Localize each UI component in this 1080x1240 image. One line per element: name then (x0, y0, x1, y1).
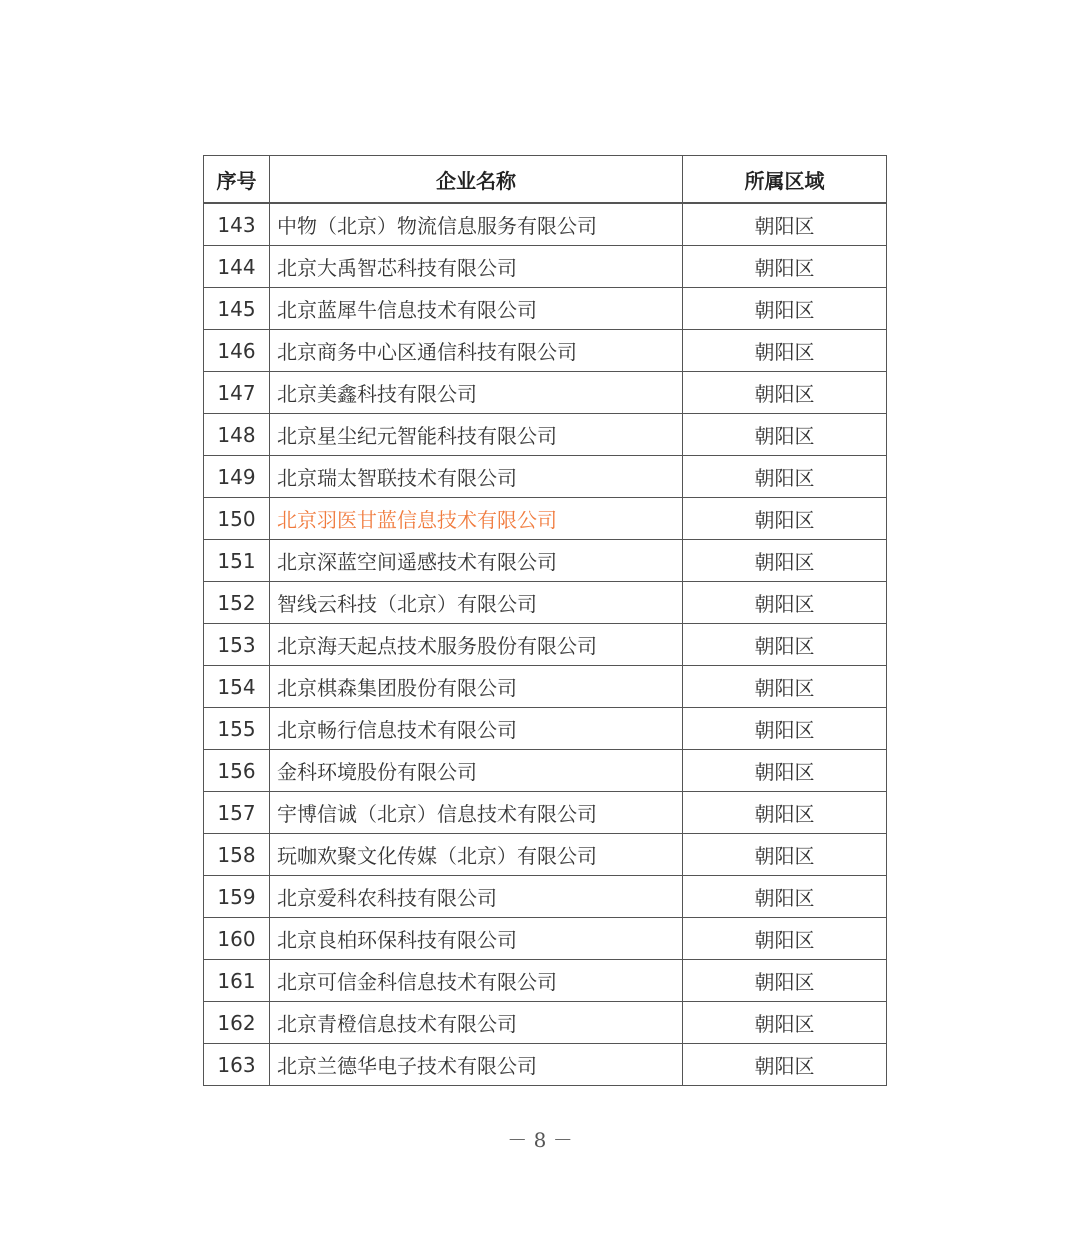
row-company-name: 北京可信金科信息技术有限公司 (270, 960, 683, 1002)
row-area: 朝阳区 (683, 708, 887, 750)
table-row (204, 414, 887, 456)
row-number: 153 (204, 624, 270, 666)
row-company-name: 玩咖欢聚文化传媒（北京）有限公司 (270, 834, 683, 876)
table-row (204, 330, 887, 372)
table-row (204, 666, 887, 708)
row-area: 朝阳区 (683, 582, 887, 624)
company-table (203, 155, 887, 1086)
row-area: 朝阳区 (683, 414, 887, 456)
row-number: 157 (204, 792, 270, 834)
table-row (204, 288, 887, 330)
table-row (204, 792, 887, 834)
row-company-name: 北京大禹智芯科技有限公司 (270, 246, 683, 288)
row-area: 朝阳区 (683, 750, 887, 792)
row-company-name: 北京青橙信息技术有限公司 (270, 1002, 683, 1044)
row-number: 152 (204, 582, 270, 624)
table-row (204, 203, 887, 246)
row-company-name: 北京海天起点技术服务股份有限公司 (270, 624, 683, 666)
header-number: 序号 (204, 156, 270, 204)
row-area: 朝阳区 (683, 960, 887, 1002)
table-row (204, 498, 887, 540)
table-row (204, 582, 887, 624)
row-company-name: 北京瑞太智联技术有限公司 (270, 456, 683, 498)
row-number: 155 (204, 708, 270, 750)
table-row (204, 876, 887, 918)
table-row (204, 1002, 887, 1044)
table-row (204, 834, 887, 876)
row-company-name: 北京羽医甘蓝信息技术有限公司 (270, 498, 683, 540)
row-area: 朝阳区 (683, 372, 887, 414)
row-area: 朝阳区 (683, 624, 887, 666)
table-row (204, 960, 887, 1002)
row-number: 162 (204, 1002, 270, 1044)
row-company-name: 北京兰德华电子技术有限公司 (270, 1044, 683, 1086)
row-company-name: 北京美鑫科技有限公司 (270, 372, 683, 414)
row-number: 145 (204, 288, 270, 330)
row-number: 149 (204, 456, 270, 498)
row-number: 147 (204, 372, 270, 414)
table-row (204, 918, 887, 960)
row-area: 朝阳区 (683, 876, 887, 918)
table-row (204, 1044, 887, 1086)
row-number: 146 (204, 330, 270, 372)
row-area: 朝阳区 (683, 288, 887, 330)
row-area: 朝阳区 (683, 540, 887, 582)
table-row (204, 246, 887, 288)
row-company-name: 北京棋森集团股份有限公司 (270, 666, 683, 708)
table-row (204, 624, 887, 666)
row-area: 朝阳区 (683, 666, 887, 708)
row-company-name: 智线云科技（北京）有限公司 (270, 582, 683, 624)
row-area: 朝阳区 (683, 1002, 887, 1044)
row-area: 朝阳区 (683, 246, 887, 288)
row-company-name: 宇博信诚（北京）信息技术有限公司 (270, 792, 683, 834)
table-row (204, 708, 887, 750)
row-company-name: 金科环境股份有限公司 (270, 750, 683, 792)
header-company-name: 企业名称 (270, 156, 683, 204)
row-area: 朝阳区 (683, 834, 887, 876)
row-company-name: 北京蓝犀牛信息技术有限公司 (270, 288, 683, 330)
row-number: 160 (204, 918, 270, 960)
table-body (204, 203, 887, 1086)
page-number: － 8 － (507, 1128, 573, 1152)
row-number: 159 (204, 876, 270, 918)
row-number: 154 (204, 666, 270, 708)
row-company-name: 北京深蓝空间遥感技术有限公司 (270, 540, 683, 582)
row-number: 161 (204, 960, 270, 1002)
row-company-name: 中物（北京）物流信息服务有限公司 (270, 203, 683, 246)
table-header-row (204, 156, 887, 204)
row-number: 148 (204, 414, 270, 456)
table-row (204, 456, 887, 498)
row-area: 朝阳区 (683, 918, 887, 960)
row-number: 143 (204, 203, 270, 246)
row-company-name: 北京爱科农科技有限公司 (270, 876, 683, 918)
table-row (204, 540, 887, 582)
row-area: 朝阳区 (683, 330, 887, 372)
row-company-name: 北京星尘纪元智能科技有限公司 (270, 414, 683, 456)
row-area: 朝阳区 (683, 498, 887, 540)
row-area: 朝阳区 (683, 1044, 887, 1086)
row-company-name: 北京畅行信息技术有限公司 (270, 708, 683, 750)
row-company-name: 北京商务中心区通信科技有限公司 (270, 330, 683, 372)
table-row (204, 750, 887, 792)
row-number: 158 (204, 834, 270, 876)
row-number: 151 (204, 540, 270, 582)
row-number: 144 (204, 246, 270, 288)
table-row (204, 372, 887, 414)
row-area: 朝阳区 (683, 456, 887, 498)
row-number: 156 (204, 750, 270, 792)
row-number: 150 (204, 498, 270, 540)
row-number: 163 (204, 1044, 270, 1086)
row-company-name: 北京良柏环保科技有限公司 (270, 918, 683, 960)
header-area: 所属区域 (683, 156, 887, 204)
row-area: 朝阳区 (683, 792, 887, 834)
row-area: 朝阳区 (683, 203, 887, 246)
